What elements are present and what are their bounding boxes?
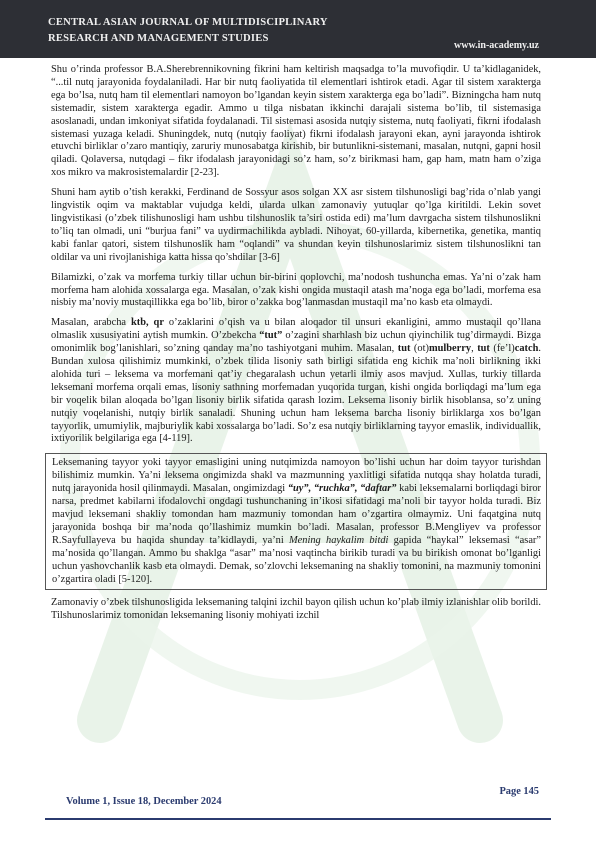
text-run: gapida “haykal” leksemasi “asar” ma’nosida qo’llangan. Ammo bu shaklga “asar” ma’nosi vaqtincha birikib turadi va bu birikish omonat bo’lganligi uchun yashovchanlik kasb eta olmaydi. Demak, so’zlovchi leksemaning na shakliy tomonini, na mazmuniy tomonini o’zgartira oladi [5-120]. [52,534,542,585]
journal-url-link[interactable]: www.in-academy.uz [454,40,539,51]
text-run: o’zagini sharhlash biz uchun qiyinchilik tug’dirmaydi. Bizga omonimlik bog’lanishlari, so’zning qanday ma’no tashiyotgani muhim. Masalan, [51,330,541,355]
text-run: “tut” [259,330,283,342]
body-paragraph [51,187,541,264]
text-run: Masalan, arabcha [51,317,131,329]
text-run: tut [477,343,490,355]
body-paragraph [51,272,541,311]
text-run: (ot) [410,343,429,355]
text-run: mulberry [428,343,472,355]
text-run: “uy”, “ruchka”, “daftar” [287,483,397,495]
text-run: , [471,343,478,355]
text-run: kabi leksemalarni borliqdagi biror narsa, predmet kabilarni ifodalovchi ongdagi tushunchaning in’ikosi sifatidagi ma’noli bir tayyor holda turadi. Biz mavjud leksemani shakliy tomondan ham mazmuniy tomondan ham o’zgartira olmaymiz. Uni faqatgina nutq jarayonida boshqa bir ma’noda qo’llashimiz mumkin bo’ladi. Masalan, professor B.Mengliyev va professor R.Sayfullayeva bu haqida shunday ta’kidlaydi, ya’ni [52,483,541,546]
page-number: Page 145 [499,786,539,797]
text-run: (fe’l) [489,343,515,355]
issue-info: Volume 1, Issue 18, December 2024 [66,796,222,807]
text-run: Shu o’rinda professor B.A.Sherebrennikovning fikrini ham keltirish maqsadga to’la muvofiqdir. U ta’kidlaganidek, “...til nutq jarayonida foydalaniladi. Har bir nutq faoliyatida til elementlari ishtirok etadi. Agar til sistem xarakterga ega bo’lsa, nutq ham til elementlari namoyon bo’lgandan keyin sistem xarakterga ega bo’ladi”. Bizningcha ham nutq sistemadir, sistem xarakterga egadir. Ammo u tilga nisbatan ikkinchi darajali sistema bo’lib, til sistemasiga asoslanadi, undan imkoniyat sifatida foydalanadi. Til sistemasi asosida nutqiy sistema, nutq faoliyati, fikrni ifodalash sistemasi yuzaga keladi. Shuningdek, nutq (nutqiy faoliyat) fikrni ifodalash jarayoni ekan, ayni jarayonda ishtirok etuvchi birliklar o’zaro mantiqiy, zaruriy munosabatga kirishib, bir butunlikni-sistemani, masalan, nutqni, gapni hosil qiladi. Qolaversa, nutqdagi – fikr ifodalash jarayonidagi so’z ham, so’z birikmasi ham, gap ham, matn ham o’ziga xos mikro va makrosistemalardir [2-23]. [51,64,541,179]
highlighted-text-box [45,453,547,590]
journal-title-line2: RESEARCH AND MANAGEMENT STUDIES [48,33,269,44]
body-paragraph [51,64,541,180]
journal-header [0,0,596,58]
body-paragraph [51,597,541,623]
article-body [51,64,541,630]
text-run: Mening haykalim bitdi [289,534,389,546]
text-run: tut [397,343,411,355]
text-run: catch [514,343,539,355]
text-run: ktb, qr [131,317,164,329]
footer-divider [45,818,551,820]
text-run: . Bundan xulosa qilishimiz mumkinki, o’zbek tilida lisoniy sath birligi sifatida eng kichik ma’noli birlikning ikki alohida turi – leksema va morfemani qat’iy chegaralash uchun yetarli ilmiy asos mavjud. Xullas, turkiy tillarda leksemani morfema orqali emas, lisoniy sathning morfemadan yuqorida turgan, kishi ongida borliqdagi ma’lum ega bir voqelik bilan aloqada bo’lgan lisoniy birlik sifatida qarash lozim. Leksema lisoniy birlik hisoblansa, so’z uning nutqiy voqelanishi, nutqiy birlik sanaladi. Shuning uchun ham leksema barcha lisoniy birliklarga xos bo’lgan tayyorlik, umumiylik, majburiylik kabi xossalarga bo’ladi. So’z esa nutqiy birliklarning tayyor emaslik, individuallik, ixtiyorilik belgilariga ega [4-119]. [51,343,541,445]
text-run: Zamonaviy o’zbek tilshunosligida leksemaning talqini izchil bayon qilish uchun ko’plab ilmiy izlanishlar olib borildi. Tilshunoslarimiz tomonidan leksemaning lisoniy mohiyati izchil [51,597,542,622]
text-run: o’zaklarini o’qish va u bilan aloqador til unsuri ekanligini, ammo mustaqil qo’llana olmaslik xususiyatini aytish mumkin. O’zbekcha [51,317,542,342]
text-run: Leksemaning tayyor yoki tayyor emasligini uning nutqimizda namoyon bo’lishi uchun har doim tayyor turishdan bilishimiz mumkin. Ya’ni leksema ongimizda shakl va mazmunning yaxlitligi sifatida nutqqa shay holatda turadi, nutq jarayonida hosil qilinmaydi. Masalan, ongimizdagi [52,457,541,495]
text-run: Bilamizki, o’zak va morfema turkiy tillar uchun bir-birini qoplovchi, ma’nodosh tushuncha emas. Ya’ni o’zak ham morfema ham alohida xossalarga ega. Masalan, o’zak kishi ongida mustaqil atash ma’noga ega bo’ladi, morfema esa nisbiy ma’noviy mustaqillikka ega bo’lib, biror o’zakka bog’lanmasdan mustaqil ma’no kasb eta olmaydi. [51,271,541,309]
journal-title-line1: CENTRAL ASIAN JOURNAL OF MULTIDISCIPLINARY [48,17,328,28]
text-run: Shuni ham aytib o’tish kerakki, Ferdinand de Sossyur asos solgan XX asr sistem tilshunosligi bag’rida o’nlab yangi lingvistik oqim va maktablar vujudga keldi, ularda ulkan zamonaviy yutuqlar qo’lga kiritildi. Lekin sovet lingvistikasi (o’zbek tilishunosligi ham ushbu tilshunoslik ta’siri ostida edi) ma’lum davrgacha sistem tilshunoslikni to’liq tan olmadi, uni “burjua fani” va uydirmachilikda aybladi. Nihoyat, 60-yillarda, kibernetika, genetika, mantiq kabi fanlar qatori, sistem tilshunoslik ham “oqlandi” va shundan keyin tilshunoslarimiz sistem tilshunoslikni tan oldilar va uni rivojlanishiga katta hissa qo’shdilar [3-6] [51,187,541,263]
body-paragraph [51,317,541,446]
journal-title [48,15,328,47]
boxed-paragraph [52,457,541,586]
